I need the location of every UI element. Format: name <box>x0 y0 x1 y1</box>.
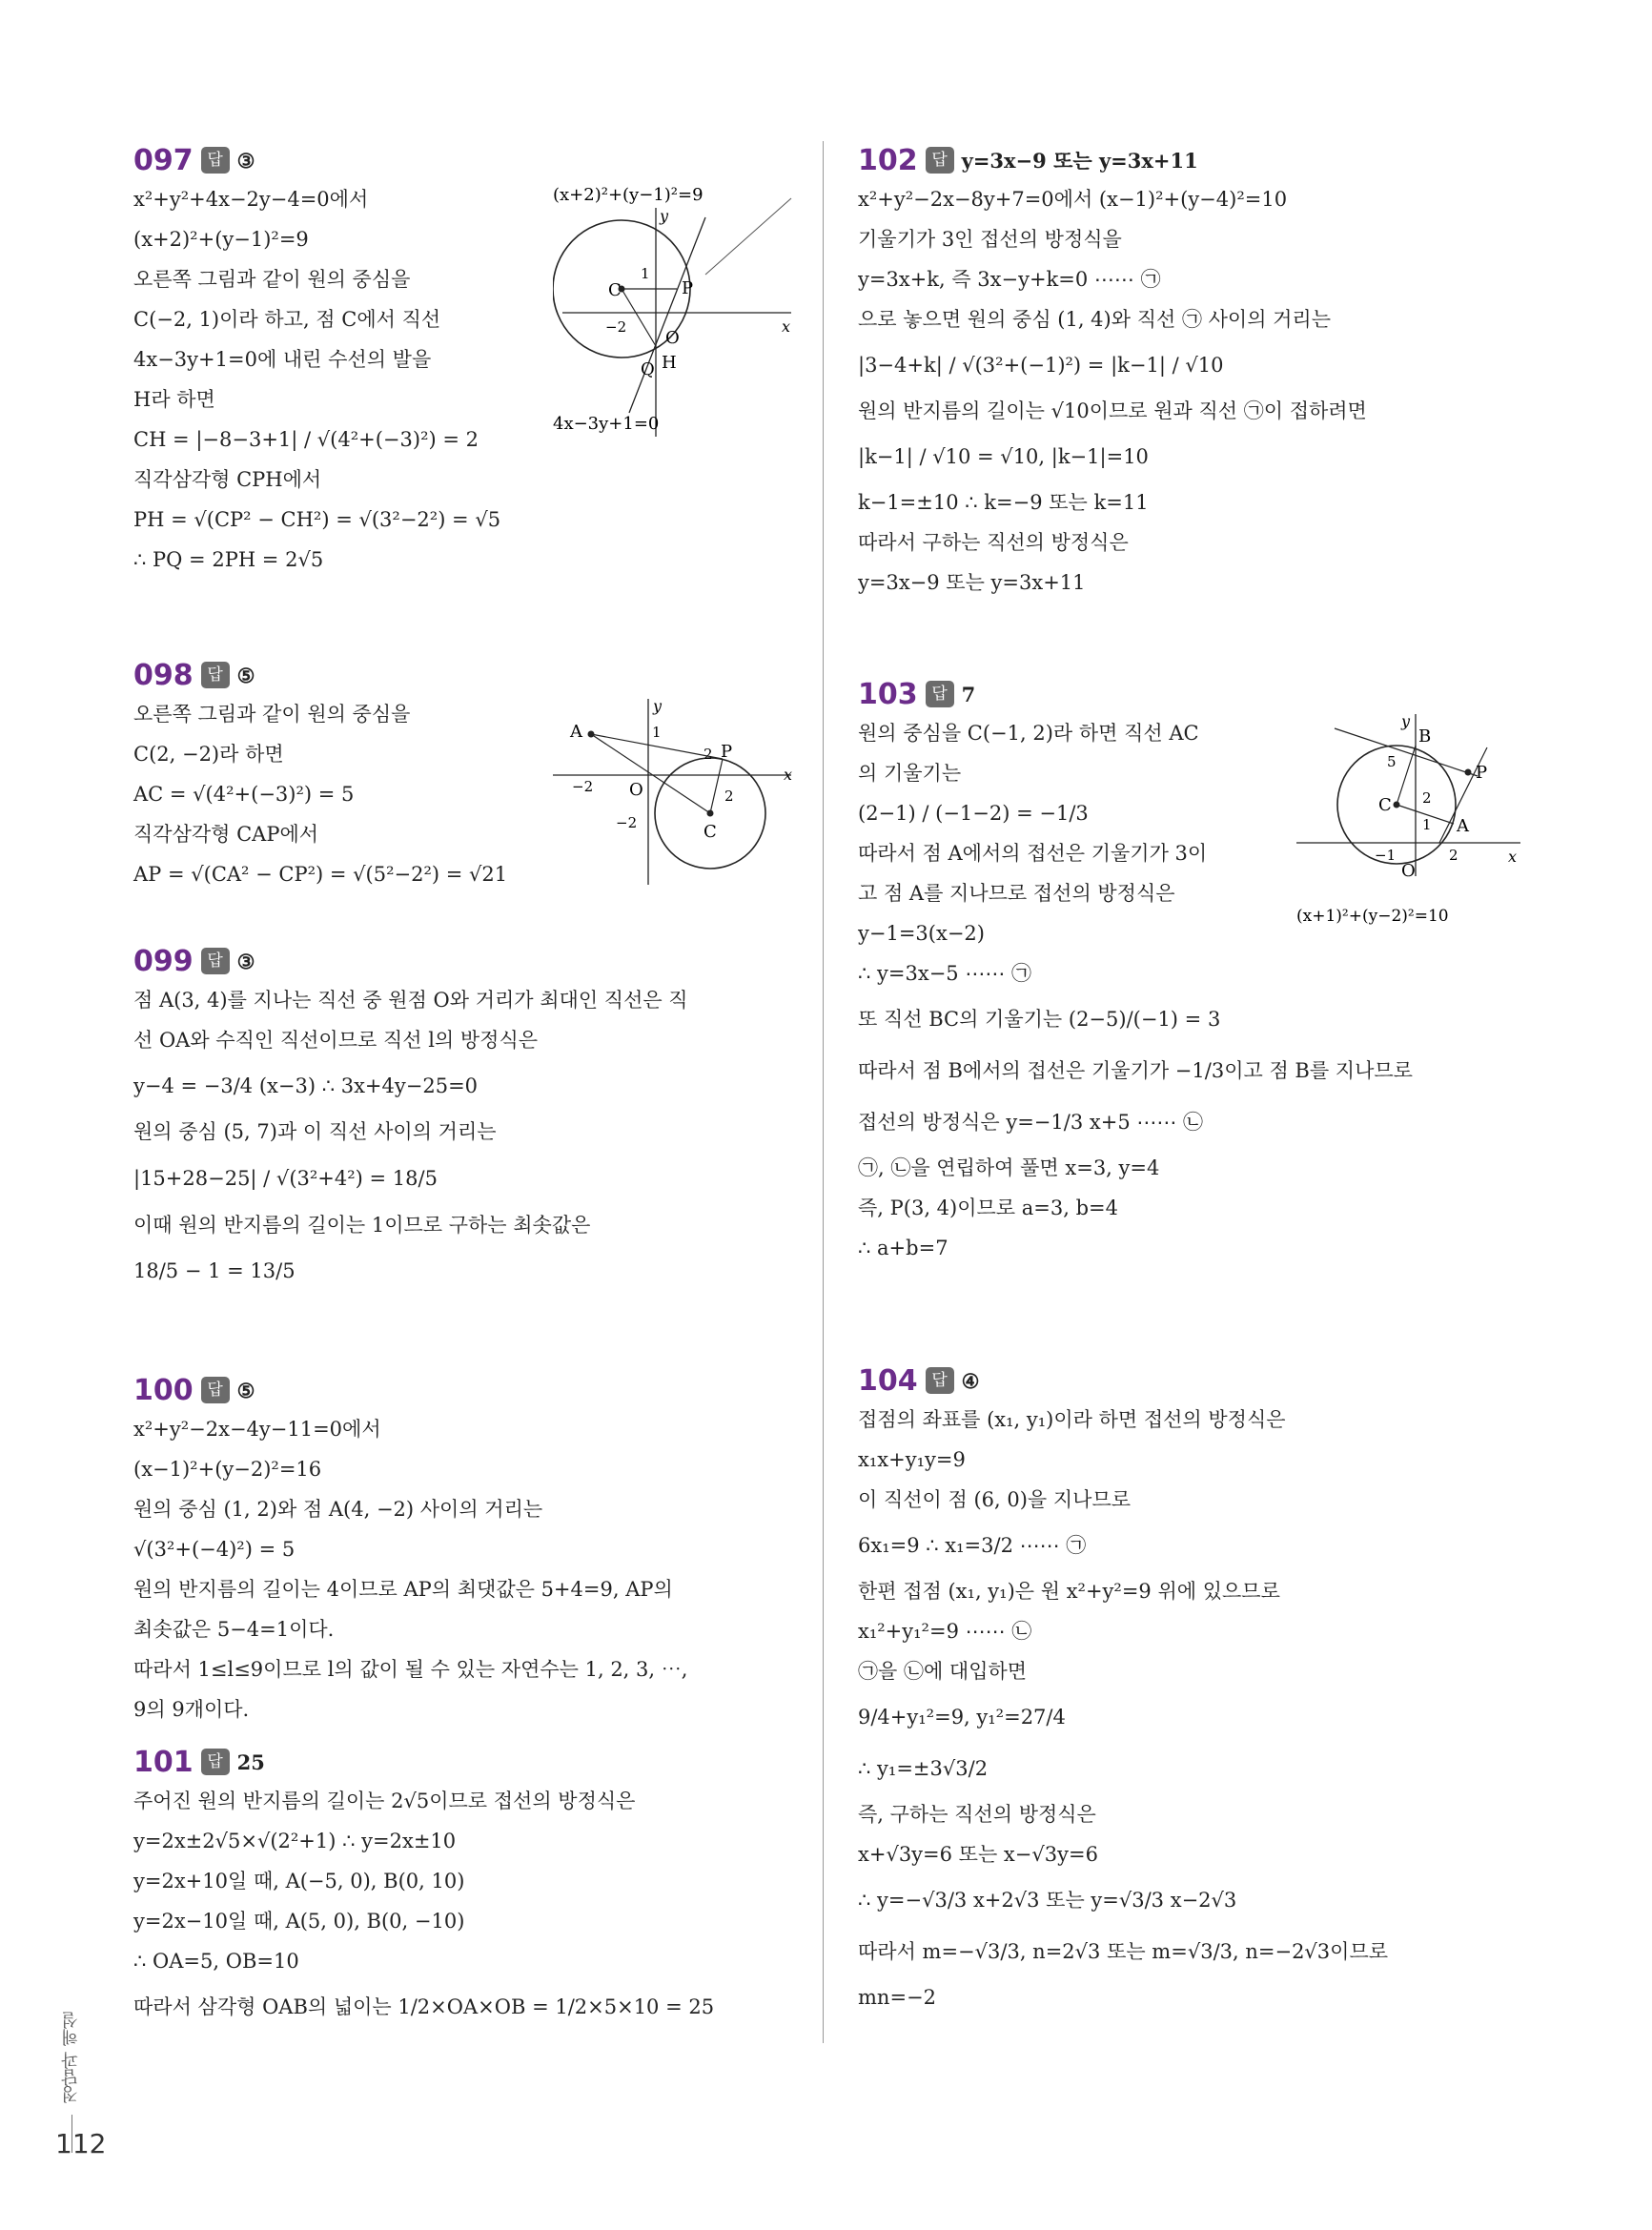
problem-header <box>858 1361 1525 1400</box>
solution-line: y=2x−10일 때, A(5, 0), B(0, −10) <box>133 1910 465 1933</box>
x-axis-label: x <box>1508 848 1518 866</box>
solution-line: 따라서 1≤l≤9이므로 l의 값이 될 수 있는 자연수는 1, 2, 3, ⋯, <box>133 1658 688 1681</box>
solution-line: 원의 반지름의 길이는 4이므로 AP의 최댓값은 5+4=9, AP의 <box>133 1578 673 1601</box>
solution-line: 선 OA와 수직인 직선이므로 직선 l의 방정식은 <box>133 1029 539 1052</box>
solution-line: |15+28−25| / √(3²+4²) = 18/5 <box>133 1167 438 1190</box>
radius-label: 2 <box>724 788 734 805</box>
problem-104 <box>858 1361 1525 2017</box>
solution-line: ∴ a+b=7 <box>858 1237 948 1259</box>
solution-line: ∴ PQ = 2PH = 2√5 <box>133 548 324 571</box>
answer-badge: 답 <box>201 1749 230 1775</box>
point-a-label: A <box>570 722 582 742</box>
answer-badge: 답 <box>926 681 954 707</box>
problem-number: 103 <box>858 677 918 711</box>
point-p-label: P <box>1476 763 1488 783</box>
solution-line: 으로 놓으면 원의 중심 (1, 4)와 직선 ㉠ 사이의 거리는 <box>858 308 1332 331</box>
solution-line: y=3x+k, 즉 3x−y+k=0 ⋯⋯ ㉠ <box>858 268 1161 291</box>
solution-line: 9의 9개이다. <box>133 1698 250 1721</box>
solution-line: 즉, P(3, 4)이므로 a=3, b=4 <box>858 1197 1118 1219</box>
problem-header <box>133 942 801 980</box>
problem-header <box>858 675 1525 713</box>
solution-line: 오른쪽 그림과 같이 원의 중심을 <box>133 703 411 726</box>
solution-line: AP = √(CA² − CP²) = √(5²−2²) = √21 <box>133 863 508 886</box>
solution-line: PH = √(CP² − CH²) = √(3²−2²) = √5 <box>133 508 501 531</box>
problem-number: 099 <box>133 944 194 978</box>
solution-line: 즉, 구하는 직선의 방정식은 <box>858 1803 1096 1826</box>
answer: ④ <box>961 1368 980 1393</box>
point-p-label: P <box>682 278 694 298</box>
point-a-label: A <box>1457 816 1469 836</box>
tick-1: 1 <box>652 724 662 741</box>
solution-line: √(3²+(−4)²) = 5 <box>133 1538 296 1561</box>
solution-line: |k−1| / √10 = √10, |k−1|=10 <box>858 445 1149 468</box>
problem-header <box>133 1743 801 1781</box>
solution-line: x²+y²−2x−8y+7=0에서 (x−1)²+(y−4)²=10 <box>858 188 1288 211</box>
solution-line: 직각삼각형 CPH에서 <box>133 468 322 491</box>
origin-label: O <box>629 780 643 800</box>
solution-line: 따라서 점 B에서의 접선은 기울기가 −1/3이고 점 B를 지나므로 <box>858 1059 1413 1082</box>
solution-line: ∴ y₁=±3√3/2 <box>858 1757 989 1780</box>
answer-badge: 답 <box>201 147 230 174</box>
solution-line: 원의 중심을 C(−1, 2)라 하면 직선 AC <box>858 722 1199 745</box>
solution-line: |3−4+k| / √(3²+(−1)²) = |k−1| / √10 <box>858 354 1224 377</box>
solution-line: 최솟값은 5−4=1이다. <box>133 1618 335 1641</box>
origin-label: O <box>665 328 680 348</box>
point-c-label: C <box>608 280 622 300</box>
solution-line: 주어진 원의 반지름의 길이는 2√5이므로 접선의 방정식은 <box>133 1790 636 1812</box>
y-axis-label: y <box>1401 712 1411 730</box>
answer: 25 <box>236 1749 265 1774</box>
answer: y=3x−9 또는 y=3x+11 <box>961 149 1198 173</box>
circle-equation-label: (x+1)²+(y−2)²=10 <box>1296 907 1449 926</box>
solution-line: x+√3y=6 또는 x−√3y=6 <box>858 1843 1098 1866</box>
solution-line: y=2x±2√5×√(2²+1) ∴ y=2x±10 <box>133 1830 457 1852</box>
point-h-label: H <box>662 353 677 373</box>
tick-minus-2: −2 <box>605 318 627 336</box>
solution-line: 의 기울기는 <box>858 762 962 785</box>
solution-line: (2−1) / (−1−2) = −1/3 <box>858 802 1089 825</box>
solution-line: y=3x−9 또는 y=3x+11 <box>858 571 1086 594</box>
solution-line: 오른쪽 그림과 같이 원의 중심을 <box>133 268 411 291</box>
problem-number: 100 <box>133 1373 194 1407</box>
point-c-label: C <box>1378 795 1392 815</box>
problem-number: 104 <box>858 1363 918 1398</box>
solution-line: 따라서 m=−√3/3, n=2√3 또는 m=√3/3, n=−2√3이므로 <box>858 1940 1389 1963</box>
solution-line: 이때 원의 반지름의 길이는 1이므로 구하는 최솟값은 <box>133 1214 591 1237</box>
solution-line: 따라서 점 A에서의 접선은 기울기가 3이 <box>858 842 1208 865</box>
solution-line: mn=−2 <box>858 1986 936 2009</box>
solution-line: ∴ OA=5, OB=10 <box>133 1950 299 1973</box>
answer-badge: 답 <box>201 1377 230 1403</box>
solution-line: x²+y²+4x−2y−4=0에서 <box>133 188 369 211</box>
perpendicular-ch <box>622 289 656 346</box>
solution-line: y=2x+10일 때, A(−5, 0), B(0, 10) <box>133 1870 465 1892</box>
side-section-label: 정답과 해설 <box>61 2012 81 2103</box>
problem-103 <box>858 675 1525 1268</box>
solution-line: 따라서 삼각형 OAB의 넓이는 1/2×OA×OB = 1/2×5×10 = 25 <box>133 1995 715 2018</box>
problem-098 <box>133 656 801 894</box>
figure-097-circle-tangent <box>553 179 801 437</box>
problem-header <box>133 656 801 694</box>
problem-number: 097 <box>133 143 194 177</box>
solution-line: (x+2)²+(y−1)²=9 <box>133 228 309 251</box>
circle-equation-label: (x+2)²+(y−1)²=9 <box>553 185 704 205</box>
problem-number: 098 <box>133 658 194 692</box>
length-label: 1 <box>641 265 650 282</box>
tick-2: 2 <box>704 746 713 763</box>
tick-minus-2-x: −2 <box>572 778 594 795</box>
problem-102 <box>858 141 1525 603</box>
answer-badge: 답 <box>201 948 230 974</box>
solution-line: y−4 = −3/4 (x−3) ∴ 3x+4y−25=0 <box>133 1074 479 1097</box>
solution-line: H라 하면 <box>133 388 215 411</box>
solution-line: 접선의 방정식은 y=−1/3 x+5 ⋯⋯ ㉡ <box>858 1111 1204 1134</box>
radius-cp <box>710 759 723 813</box>
answer: ③ <box>236 148 255 173</box>
point-c-label: C <box>704 822 717 842</box>
answer: 7 <box>961 682 976 706</box>
solution-line: ㉠, ㉡을 연립하여 풀면 x=3, y=4 <box>858 1156 1160 1179</box>
solution-line: 18/5 − 1 = 13/5 <box>133 1259 296 1282</box>
solution-line: C(2, −2)라 하면 <box>133 743 284 766</box>
radius-cb <box>1397 746 1416 805</box>
solution-line: 따라서 구하는 직선의 방정식은 <box>858 531 1129 554</box>
segment-ac <box>591 734 710 813</box>
solution-line: (x−1)²+(y−2)²=16 <box>133 1458 322 1481</box>
answer-badge: 답 <box>201 662 230 688</box>
tick-5: 5 <box>1387 753 1397 770</box>
problem-099 <box>133 942 801 1297</box>
solution-line: 원의 중심 (1, 2)와 점 A(4, −2) 사이의 거리는 <box>133 1498 543 1521</box>
tangent-at-b <box>1335 728 1478 776</box>
tick-minus-1: −1 <box>1375 847 1397 864</box>
problem-number: 101 <box>133 1745 194 1779</box>
solution-line: 원의 중심 (5, 7)과 이 직선 사이의 거리는 <box>133 1120 497 1143</box>
solution-line: 4x−3y+1=0에 내린 수선의 발을 <box>133 348 432 371</box>
answer-badge: 답 <box>926 147 954 174</box>
column-divider <box>823 141 824 2043</box>
x-axis-label: x <box>784 766 793 784</box>
solution-line: y−1=3(x−2) <box>858 922 985 945</box>
problem-100 <box>133 1371 801 1729</box>
y-axis-label: y <box>653 697 663 715</box>
tick-1: 1 <box>1422 816 1432 833</box>
x-axis-label: x <box>782 317 791 336</box>
point-q-label: Q <box>641 359 655 379</box>
solution-line: 접점의 좌표를 (x₁, y₁)이라 하면 접선의 방정식은 <box>858 1408 1286 1431</box>
solution-line: ∴ y=−√3/3 x+2√3 또는 y=√3/3 x−2√3 <box>858 1889 1237 1912</box>
problem-101 <box>133 1743 801 2033</box>
solution-line: AC = √(4²+(−3)²) = 5 <box>133 783 355 806</box>
line-equation-label: 4x−3y+1=0 <box>553 414 660 434</box>
figure-098-circle <box>553 694 801 894</box>
solution-line: 점 A(3, 4)를 지나는 직선 중 원점 O와 거리가 최대인 직선은 직 <box>133 989 688 1012</box>
answer: ⑤ <box>236 663 255 687</box>
point-b-label: B <box>1418 726 1432 747</box>
solution-line: C(−2, 1)이라 하고, 점 C에서 직선 <box>133 308 441 331</box>
solution-line: 이 직선이 점 (6, 0)을 지나므로 <box>858 1488 1132 1511</box>
page-number: 112 <box>55 2128 107 2159</box>
solution-line: 9/4+y₁²=9, y₁²=27/4 <box>858 1706 1066 1729</box>
y-axis-label: y <box>660 207 669 225</box>
answer: ⑤ <box>236 1378 255 1402</box>
answer-badge: 답 <box>926 1367 954 1394</box>
solution-line: x₁x+y₁y=9 <box>858 1448 966 1471</box>
point-p-label: P <box>721 742 733 762</box>
problem-header <box>133 1371 801 1409</box>
solution-line: 기울기가 3인 접선의 방정식을 <box>858 228 1122 251</box>
problem-097 <box>133 141 801 580</box>
point-p <box>1465 769 1472 776</box>
problem-header <box>133 141 801 179</box>
problem-number: 102 <box>858 143 918 177</box>
solution-line: 원의 반지름의 길이는 √10이므로 원과 직선 ㉠이 접하려면 <box>858 399 1367 422</box>
solution-line: ∴ y=3x−5 ⋯⋯ ㉠ <box>858 962 1032 985</box>
answer: ③ <box>236 949 255 973</box>
line-4x-3y+1 <box>629 217 705 413</box>
problem-header <box>858 141 1525 179</box>
origin-label: O <box>1401 861 1416 881</box>
figure-103-circle-tangents <box>1296 709 1525 938</box>
solution-line: x²+y²−2x−4y−11=0에서 <box>133 1418 381 1441</box>
solution-line: 고 점 A를 지나므로 접선의 방정식은 <box>858 882 1175 905</box>
tick-2-x: 2 <box>1449 847 1458 864</box>
tick-minus-2-y: −2 <box>616 814 638 831</box>
solution-line: 6x₁=9 ∴ x₁=3/2 ⋯⋯ ㉠ <box>858 1534 1087 1557</box>
solution-line: k−1=±10 ∴ k=−9 또는 k=11 <box>858 491 1149 514</box>
tick-2-y: 2 <box>1422 789 1432 807</box>
solution-line: 직각삼각형 CAP에서 <box>133 823 319 846</box>
solution-line: 한편 접점 (x₁, y₁)은 원 x²+y²=9 위에 있으므로 <box>858 1580 1280 1603</box>
solution-line: x₁²+y₁²=9 ⋯⋯ ㉡ <box>858 1620 1032 1643</box>
solution-line: CH = |−8−3+1| / √(4²+(−3)²) = 2 <box>133 428 479 451</box>
solution-line: 또 직선 BC의 기울기는 (2−5)/(−1) = 3 <box>858 1008 1221 1031</box>
extension-line <box>705 198 791 275</box>
solution-line: ㉠을 ㉡에 대입하면 <box>858 1660 1028 1683</box>
